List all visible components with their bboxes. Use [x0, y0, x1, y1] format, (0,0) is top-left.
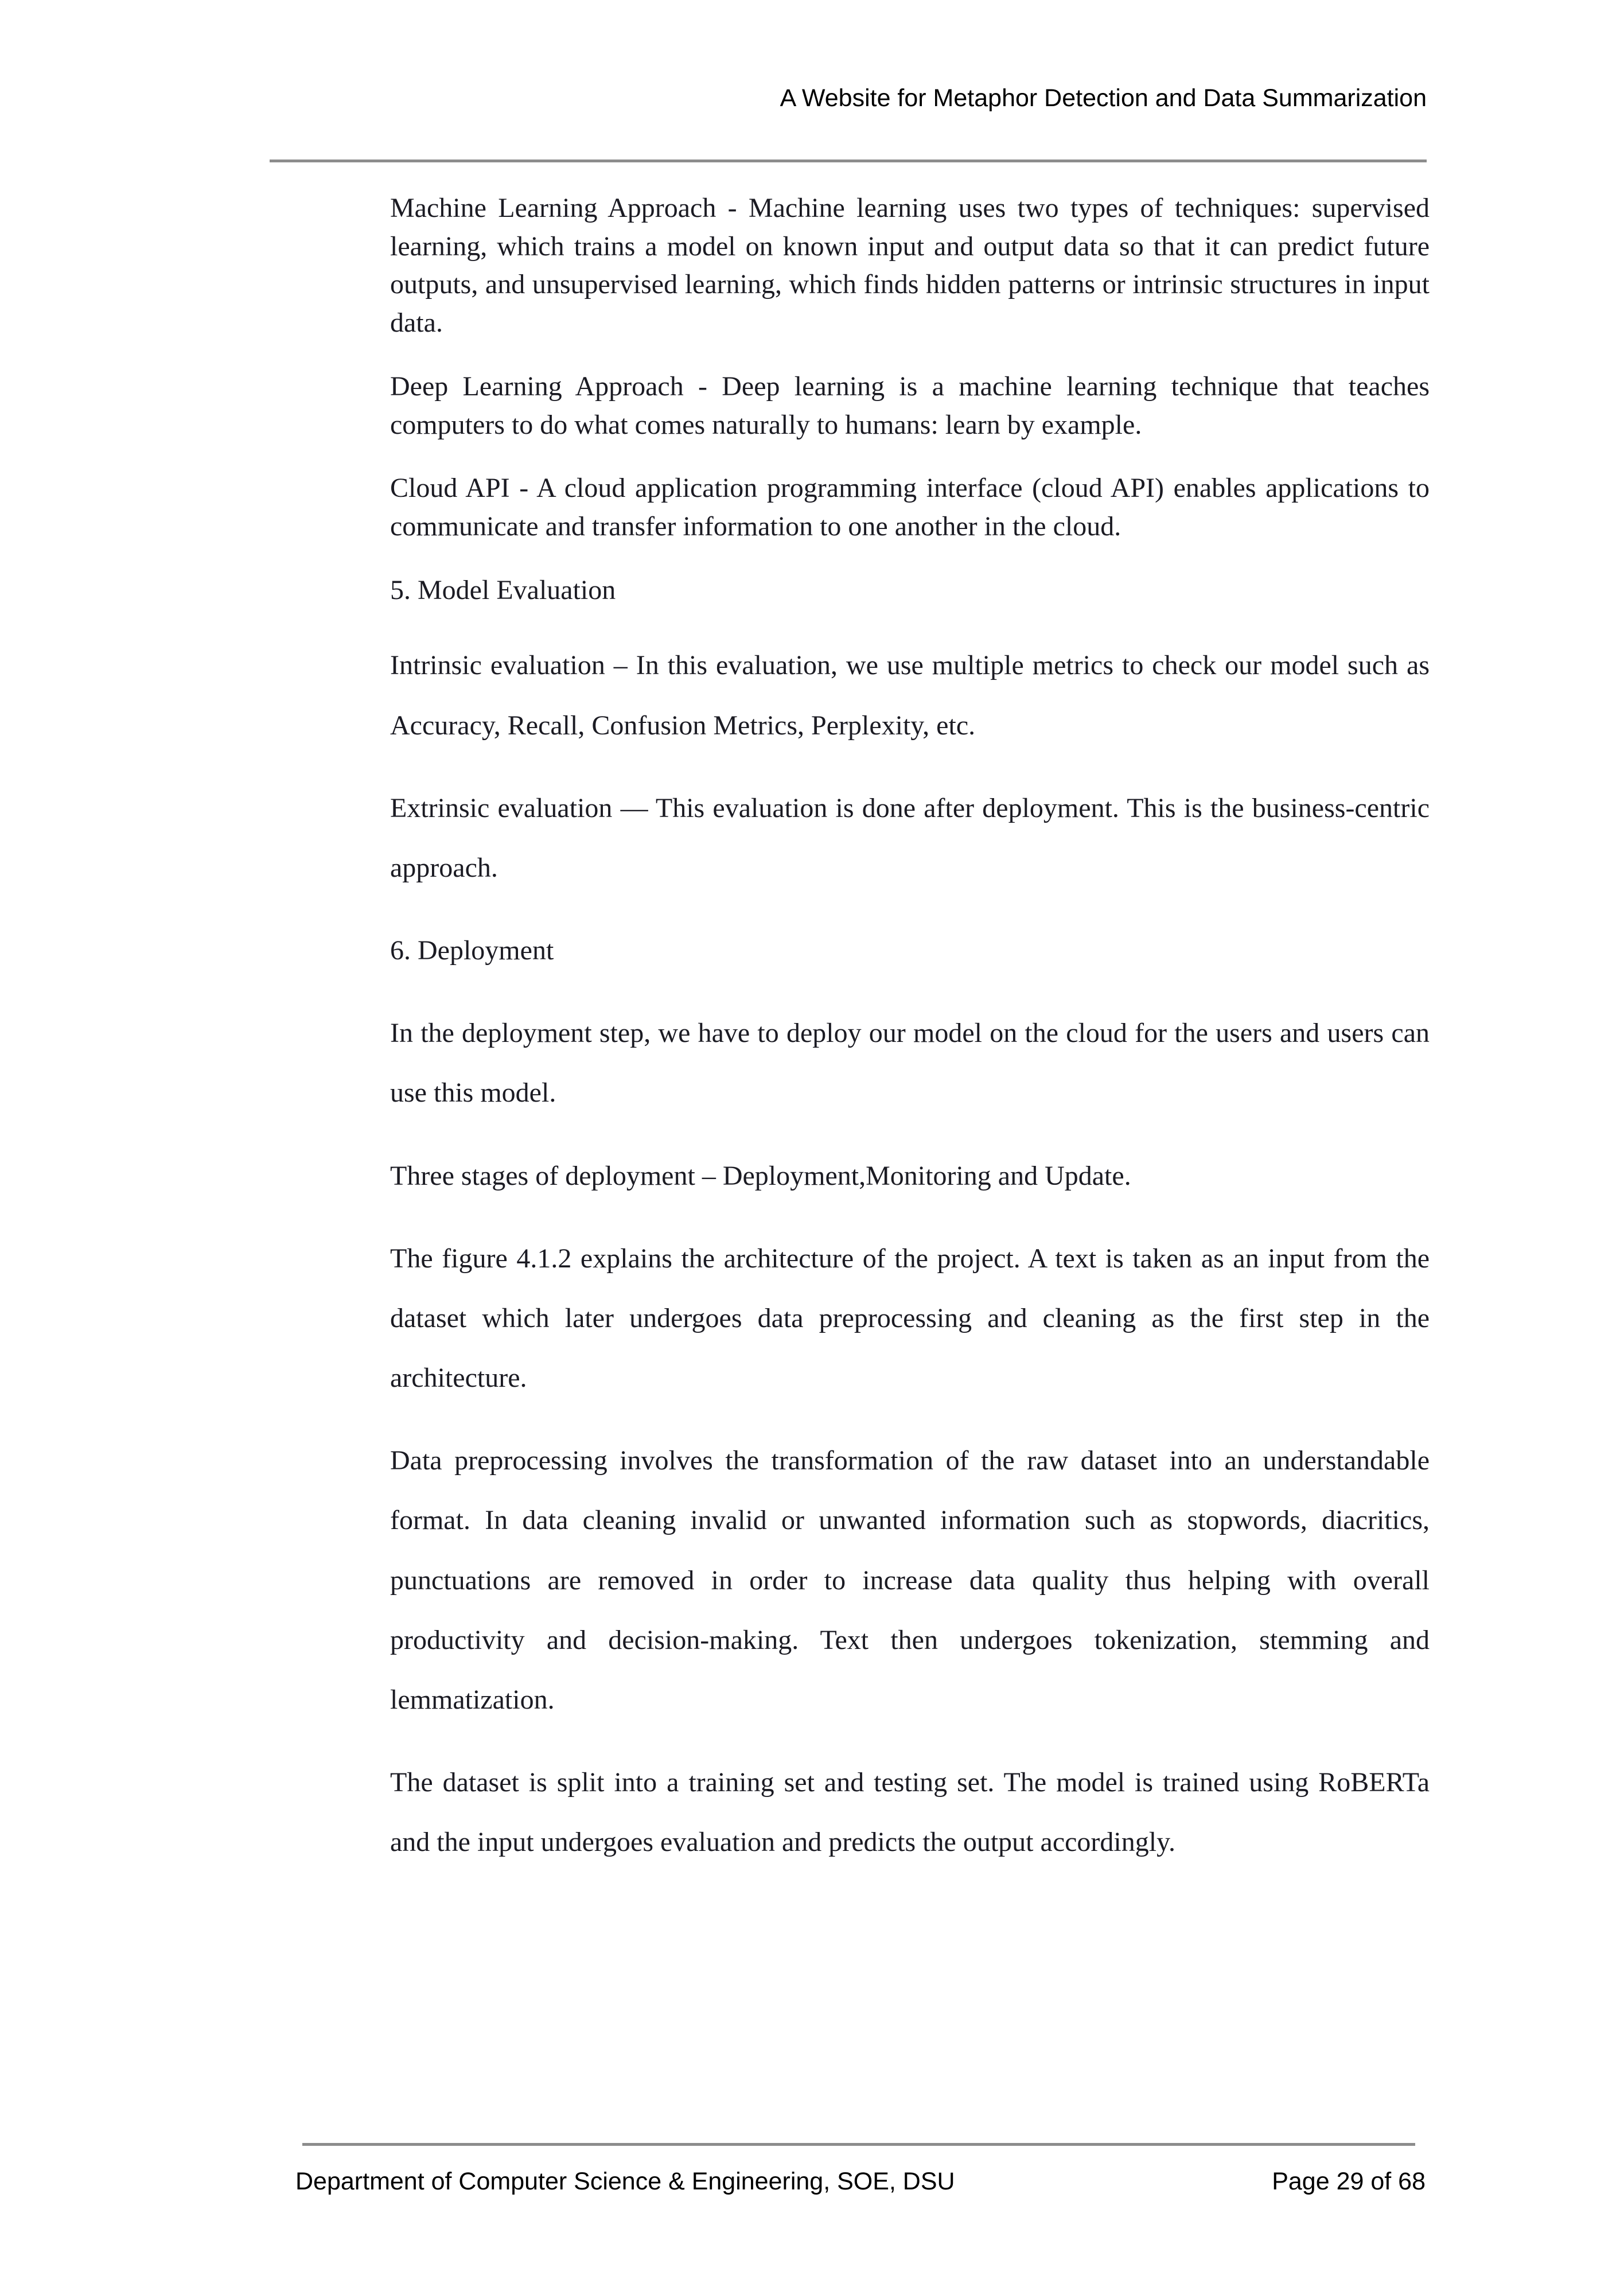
paragraph-figure-412-architecture: The figure 4.1.2 explains the architecture of the project. A text is taken as an input from the dataset which later undergoes data preprocessing and cleaning as the first step in the architecture. — [390, 1243, 1430, 1394]
paragraph-machine-learning-approach: Machine Learning Approach - Machine learning uses two types of techniques: supervised learning, which trains a model on known input and output data so that it can predict future outputs, and unsupervised learning, which finds hidden patterns or intrinsic structures in input data. — [390, 193, 1430, 339]
paragraph-cloud-api: Cloud API - A cloud application programming interface (cloud API) enables applications to communicate and transfer information to one another in the cloud. — [390, 473, 1430, 542]
paragraph-data-preprocessing: Data preprocessing involves the transformation of the raw dataset into an understandable format. In data cleaning invalid or unwanted information such as stopwords, diacritics, punctuations are removed in order to increase data quality thus helping with overall productivity and decision-making. Text then undergoes tokenization, stemming and lemmatization. — [390, 1445, 1430, 1715]
paragraph-intrinsic-evaluation: Intrinsic evaluation – In this evaluation, we use multiple metrics to check our model such as Accuracy, Recall, Confusion Metrics, Perplexity, etc. — [390, 650, 1430, 741]
paragraph-deep-learning-approach: Deep Learning Approach - Deep learning is a machine learning technique that teaches computers to do what comes naturally to humans: learn by example. — [390, 371, 1430, 440]
document-body — [390, 189, 1430, 1872]
running-head-title: A Website for Metaphor Detection and Data Summarization — [780, 84, 1427, 112]
paragraph-deployment-step: In the deployment step, we have to deploy our model on the cloud for the users and users can use this model. — [390, 1018, 1430, 1108]
footer-page-number: Page 29 of 68 — [1272, 2168, 1426, 2195]
paragraph-dataset-split-training: The dataset is split into a training set and testing set. The model is trained using RoBERTa and the input undergoes evaluation and predicts the output accordingly. — [390, 1767, 1430, 1858]
page-footer — [295, 2166, 1426, 2198]
footer-department-text: Department of Computer Science & Engineering, SOE, DSU — [295, 2168, 955, 2195]
header-divider-rule — [270, 160, 1427, 162]
paragraph-section-5-model-evaluation: 5. Model Evaluation — [390, 574, 616, 605]
paragraph-section-6-deployment: 6. Deployment — [390, 935, 554, 966]
footer-divider-rule — [302, 2143, 1415, 2146]
page-header — [270, 83, 1427, 114]
paragraph-extrinsic-evaluation: Extrinsic evaluation — This evaluation is done after deployment. This is the business-centric approach. — [390, 792, 1430, 883]
paragraph-three-stages-of-deployment: Three stages of deployment – Deployment,Monitoring and Update. — [390, 1160, 1131, 1191]
